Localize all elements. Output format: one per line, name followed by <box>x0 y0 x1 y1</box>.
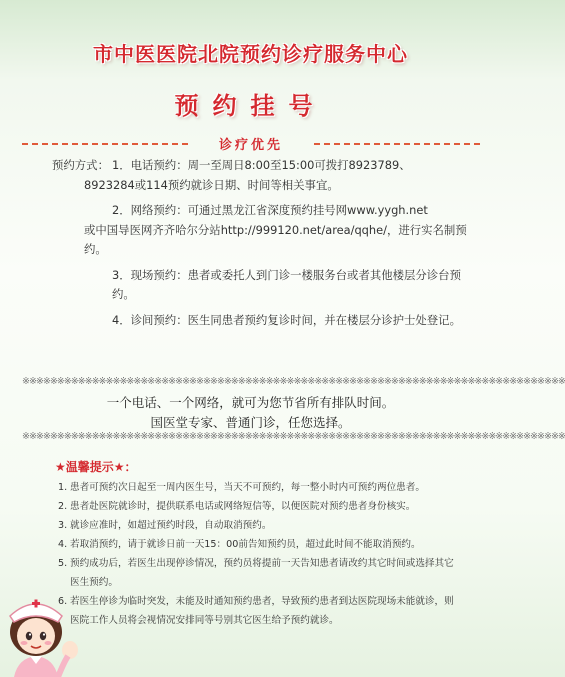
method-text-cont: 8923284或114预约就诊日期、时间等相关事宜。 <box>84 177 339 192</box>
tip-number: 3. <box>58 520 68 531</box>
tip-item <box>58 535 458 554</box>
tip-text: 患者赴医院就诊时，提供联系电话或网络短信等，以便医院对预约患者身份核实。 <box>70 501 416 512</box>
method-item-phone-cont <box>84 176 472 196</box>
method-text: 2．网络预约：可通过黑龙江省深度预约挂号网www.yygh.net <box>112 203 428 217</box>
dashed-line-right <box>314 143 480 145</box>
method-text: 3．现场预约：患者或委托人到门诊一楼服务台或者其他楼层分诊台预约。 <box>112 267 461 301</box>
tip-number: 1. <box>58 482 68 493</box>
tip-item <box>58 516 458 535</box>
tip-text: 若取消预约，请于就诊日前一天15：00前告知预约员，超过此时间不能取消预约。 <box>70 539 421 550</box>
tip-text: 若医生停诊为临时突发，未能及时通知预约患者，导致预约患者到达医院现场未能就诊，则医院工作人员将会视情况安排同等号别其它医生给予预约就诊。 <box>70 596 454 626</box>
method-text-cont: 或中国导医网齐齐哈尔分站http://999120.net/area/qqhe/，进行实名制预约。 <box>84 222 467 256</box>
tip-text: 患者可预约次日起至一周内医生号，当天不可预约，每一整小时内可预约两位患者。 <box>70 482 425 493</box>
star-divider-top: ※※※※※※※※※※※※※※※※※※※※※※※※※※※※※※※※※※※※※※※※※※※※※※※※※※※※※※※※※※※※※※※※※※※※※※※※※※※※※※ <box>22 376 565 387</box>
tip-item <box>58 554 458 592</box>
tip-number: 4. <box>58 539 68 550</box>
methods-label: 预约方式： <box>52 158 109 172</box>
tip-text: 就诊应准时，如超过预约时段，自动取消预约。 <box>70 520 272 531</box>
page-subtitle: 预约挂号 <box>174 91 327 120</box>
method-item-onsite <box>112 266 472 305</box>
method-item-phone <box>112 156 472 176</box>
appointment-methods <box>52 156 472 336</box>
tip-item <box>58 478 458 497</box>
tip-number: 6. <box>58 596 68 607</box>
method-row <box>52 156 472 195</box>
slogan-line-2: 国医堂专家、普通门诊，任您选择。 <box>150 415 351 430</box>
method-text: 1．电话预约：周一至周日8:00至15:00可拨打8923789、 <box>112 158 411 172</box>
method-item-web-cont <box>84 221 474 260</box>
section-label: 诊疗优先 <box>218 138 283 153</box>
method-text: 4．诊间预约：医生同患者预约复诊时间，并在楼层分诊护士处登记。 <box>112 312 461 327</box>
section-divider <box>22 134 480 154</box>
star-divider-bottom: ※※※※※※※※※※※※※※※※※※※※※※※※※※※※※※※※※※※※※※※※※※※※※※※※※※※※※※※※※※※※※※※※※※※※※※※※※※※※※※ <box>22 431 565 442</box>
page-title: 市中医医院北院预约诊疗服务中心 <box>93 42 408 66</box>
tip-item <box>58 592 458 630</box>
tip-text: 预约成功后，若医生出现停诊情况，预约员将提前一天告知患者请改约其它时间或选择其它医生预约。 <box>70 558 454 588</box>
tip-number: 5. <box>58 558 68 569</box>
slogan-line-1: 一个电话、一个网络，就可为您节省所有排队时间。 <box>106 395 395 410</box>
tip-item <box>58 497 458 516</box>
tips-title: ★温馨提示★： <box>55 460 137 474</box>
method-item-clinic <box>112 311 472 331</box>
tips-list <box>58 478 458 630</box>
nurse-illustration-icon <box>0 592 86 677</box>
method-item-web <box>112 201 472 221</box>
tip-number: 2. <box>58 501 68 512</box>
